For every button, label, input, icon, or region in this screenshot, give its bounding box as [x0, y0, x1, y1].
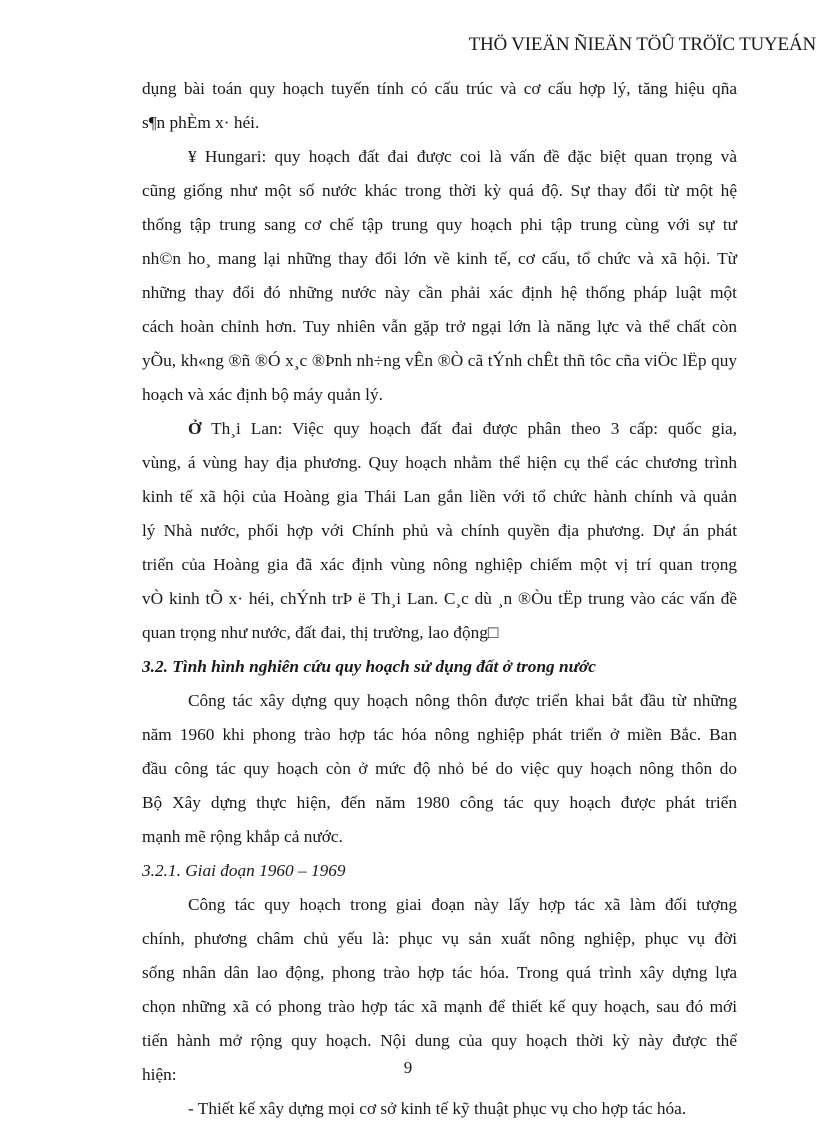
text-line: thống tập trung sang cơ chế tập trung quy hoạch phi tập trung cùng với sự tư	[142, 215, 737, 234]
text-line: chọn những xã có phong trào hợp tác xã mạnh để thiết kế quy hoạch, sau đó mới	[142, 997, 737, 1016]
text-line: quan trọng như nước, đất đai, thị trường, lao động□	[142, 623, 499, 642]
text-line: Th¸i Lan: Việc quy hoạch đất đai được phân theo 3 cấp: quốc gia,	[201, 419, 737, 438]
text-line: kinh tế xã hội của Hoàng gia Thái Lan gắn liền với tổ chức hành chính và quản	[142, 487, 737, 506]
page-number: 9	[403, 1058, 413, 1077]
list-item: - Thiết kế xây dựng mọi cơ sở kinh tế kỹ thuật phục vụ cho hợp tác hóa.	[188, 1099, 687, 1118]
text-line: sống nhân dân lao động, phong trào hợp tác hóa. Trong quá trình xây dựng lựa	[142, 963, 737, 982]
text-line: dụng bài toán quy hoạch tuyến tính có cấu trúc và cơ cấu hợp lý, tăng hiệu qña	[142, 79, 737, 98]
section-heading: 3.2. Tình hình nghiên cứu quy hoạch sử dụng đất ở trong nước	[142, 657, 596, 676]
text-line: vÒ kinh tÕ x· héi, chÝnh trÞ ë Th¸i Lan. C¸c dù ¸n ®Òu tËp trung vào các vấn đề	[142, 589, 737, 608]
bold-lead-letter: Ở	[188, 419, 202, 438]
text-line: những thay đổi đó những nước này cần phải xác định hệ thống pháp luật một	[142, 283, 737, 302]
text-line: mạnh mẽ rộng khắp cả nước.	[142, 827, 343, 846]
text-line: năm 1960 khi phong trào hợp tác hóa nông nghiệp phát triển ở miền Bắc. Ban	[142, 725, 737, 744]
running-header: THÖ VIEÄN ÑIEÄN TÖÛ TRÖÏC TUYEÁN	[468, 34, 816, 55]
text-line: lý Nhà nước, phối hợp với Chính phủ và chính quyền địa phương. Dự án phát	[142, 521, 737, 540]
text-line: hoạch và xác định bộ máy quản lý.	[142, 385, 383, 404]
text-line: s¶n phÈm x· héi.	[142, 113, 260, 132]
text-line: Công tác xây dựng quy hoạch nông thôn được triển khai bắt đầu từ những	[188, 691, 737, 710]
bullet-symbol: ¥	[188, 147, 197, 166]
text-line: chính, phương châm chủ yếu là: phục vụ sản xuất nông nghiệp, phục vụ đời	[142, 929, 737, 948]
paragraph-hungary	[142, 140, 737, 174]
document-body	[142, 72, 737, 1126]
text-line: Hungari: quy hoạch đất đai được coi là vấn đề đặc biệt quan trọng và	[196, 147, 737, 166]
text-line: tiến hành mở rộng quy hoạch. Nội dung của quy hoạch thời kỳ này được thể	[142, 1031, 737, 1050]
text-line: Bộ Xây dựng thực hiện, đến năm 1980 công tác quy hoạch được phát triển	[142, 793, 737, 812]
text-line: Công tác quy hoạch trong giai đoạn này lấy hợp tác xã làm đối tượng	[188, 895, 737, 914]
text-line: đầu công tác quy hoạch còn ở mức độ nhỏ bé do việc quy hoạch nông thôn do	[142, 759, 737, 778]
text-line: vùng, á vùng hay địa phương. Quy hoạch nhằm thể hiện cụ thể các chương trình	[142, 453, 737, 472]
text-line: cũng giống như một số nước khác trong thời kỳ quá độ. Sự thay đổi từ một hệ	[142, 181, 737, 200]
text-line: hiện:	[142, 1065, 177, 1084]
text-line: nh©n ho¸ mang lại những thay đổi lớn về kinh tế, cơ cấu, tổ chức và xã hội. Từ	[142, 249, 737, 268]
text-line: yÕu, kh«ng ®ñ ®Ó x¸c ®Þnh nh÷ng vÊn ®Ò cã tÝnh chÊt thñ tôc cña viÖc lËp quy	[142, 351, 737, 370]
subsection-heading: 3.2.1. Giai đoạn 1960 – 1969	[142, 861, 346, 880]
text-line: cách hoàn chỉnh hơn. Tuy nhiên vẫn gặp trở ngại lớn là năng lực và thể chất còn	[142, 317, 737, 336]
text-line: triển của Hoàng gia đã xác định vùng nông nghiệp chiếm một vị trí quan trọng	[142, 555, 737, 574]
paragraph-thailand	[142, 412, 737, 446]
